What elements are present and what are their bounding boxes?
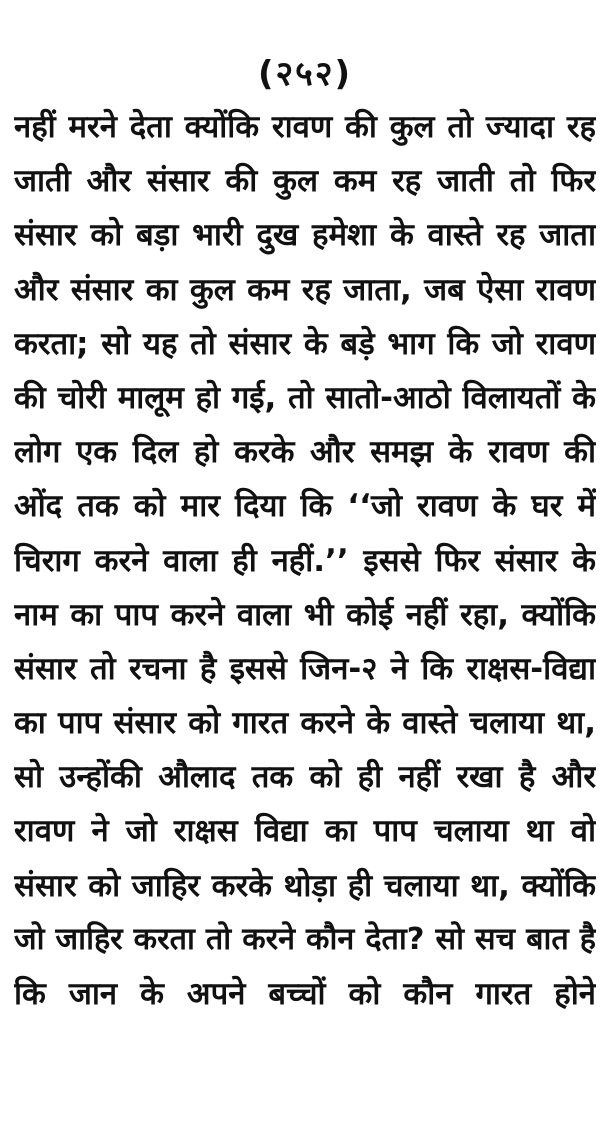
text-line-16: जो जाहिर करता तो करने कौन देता? सो सच बात है <box>14 921 596 957</box>
text-line-5: करता; सो यह तो संसार के बड़े भाग कि जो रावण <box>14 325 596 362</box>
text-line-17: कि जान के अपने बच्चों को कौन गारत होने <box>14 976 596 1012</box>
text-line-12: का पाप संसार को गारत करने के वास्ते चलाया था, <box>14 705 596 742</box>
text-line-3: संसार को बड़ा भारी दुख हमेशा के वास्ते रह जाता <box>14 217 596 254</box>
text-line-13: सो उन्होंकी औलाद तक को ही नहीं रखा है और <box>14 759 596 796</box>
page-number: (२५२) <box>257 54 353 94</box>
text-line-10: नाम का पाप करने वाला भी कोई नहीं रहा, क्योंकि <box>14 596 596 633</box>
text-line-8: ओंद तक को मार दिया कि ‘‘जो रावण के घर में <box>14 488 596 525</box>
text-line-15: संसार को जाहिर करके थोड़ा ही चलाया था, क्योंकि <box>14 867 596 904</box>
text-line-11: संसार तो रचना है इससे जिन-२ ने कि राक्षस-विद्या <box>14 650 596 687</box>
text-line-6: की चोरी मालूम हो गई, तो सातो-आठो विलायतों के <box>14 379 596 416</box>
text-line-14: रावण ने जो राक्षस विद्या का पाप चलाया था वो <box>14 813 596 850</box>
text-line-7: लोग एक दिल हो करके और समझ के रावण की <box>14 434 596 471</box>
text-line-4: और संसार का कुल कम रह जाता, जब ऐसा रावण <box>14 271 596 308</box>
body-text <box>14 100 596 1021</box>
text-line-2: जाती और संसार की कुल कम रह जाती तो फिर <box>14 163 596 200</box>
text-line-9: चिराग करने वाला ही नहीं.’’ इससे फिर संसार के <box>14 542 596 579</box>
text-line-1: नहीं मरने देता क्योंकि रावण की कुल तो ज्यादा रह <box>14 109 596 145</box>
